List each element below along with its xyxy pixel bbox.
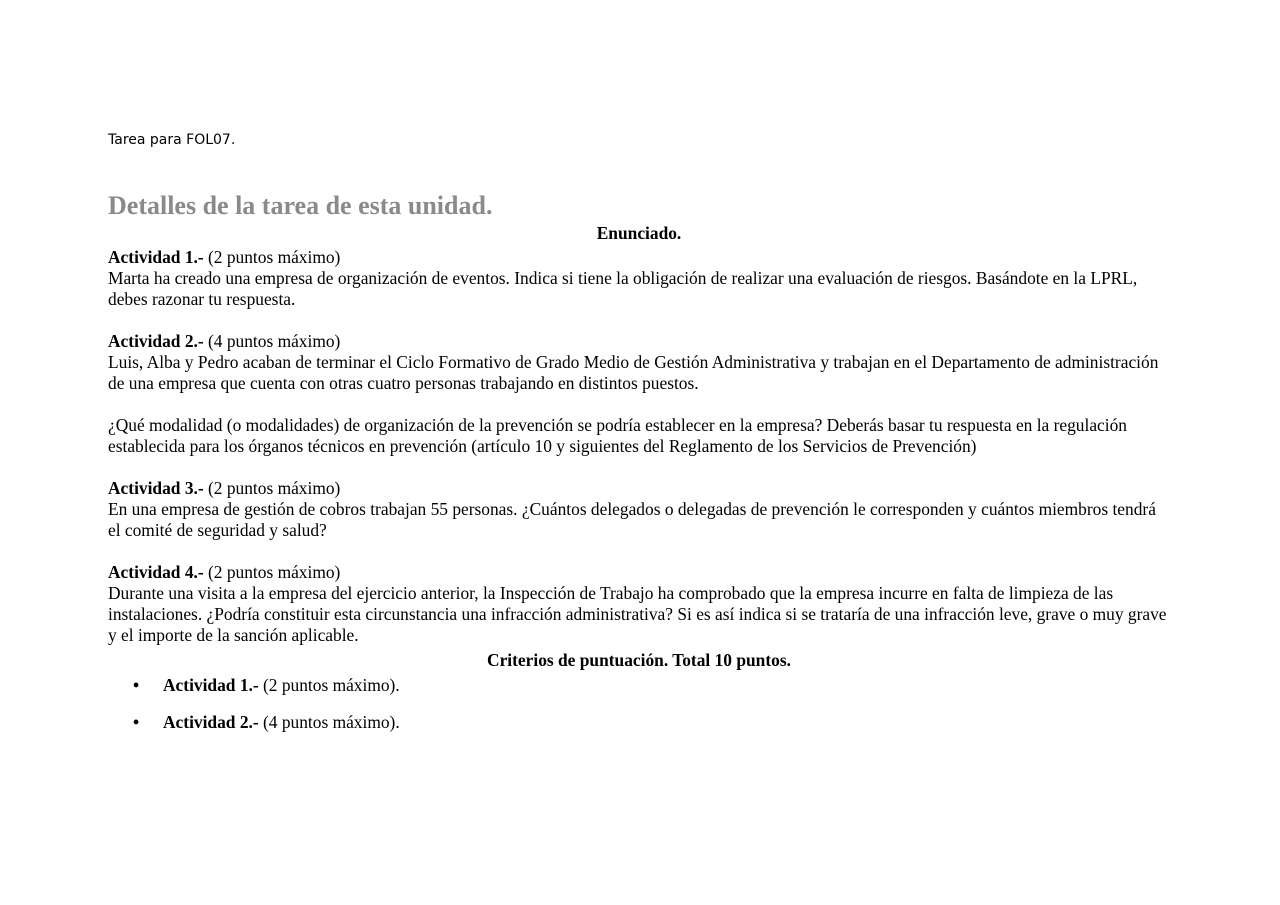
bullet-icon: • (133, 712, 140, 732)
document-title: Detalles de la tarea de esta unidad. (108, 191, 493, 220)
activity-2-text-1: Luis, Alba y Pedro acaban de terminar el Ciclo Formativo de Grado Medio de Gestión Administrativa y trabajan en el Departamento de administración de una empresa que cuenta con otras cuatro personas trabajando en distintos puestos. (108, 352, 1159, 393)
page-header: Tarea para FOL07. (108, 132, 236, 148)
activity-1-title (108, 247, 1170, 268)
activity-3-text: En una empresa de gestión de cobros trabajan 55 personas. ¿Cuántos delegados o delegadas de prevención le corresponden y cuántos miembros tendrá el comité de seguridad y salud? (108, 499, 1156, 540)
activity-2-label: Actividad 2.- (108, 331, 204, 351)
criterios-list (108, 673, 1170, 734)
criterio-2-points: (4 puntos máximo). (258, 712, 400, 732)
activity-2-text-2: ¿Qué modalidad (o modalidades) de organización de la prevención se podría establecer en la empresa? Deberás basar tu respuesta en la regulación establecida para los órganos técnicos en prevención (artículo 10 y siguientes del Reglamento de los Servicios de Prevención) (108, 415, 1127, 456)
enunciado-heading: Enunciado. (596, 223, 682, 243)
activity-4-title (108, 562, 1170, 583)
activity-1-label: Actividad 1.- (108, 247, 204, 267)
criterio-1-points: (2 puntos máximo). (258, 675, 400, 695)
activity-3-label: Actividad 3.- (108, 478, 204, 498)
activity-1-text: Marta ha creado una empresa de organización de eventos. Indica si tiene la obligación de realizar una evaluación de riesgos. Basándote en la LPRL, debes razonar tu respuesta. (108, 268, 1138, 309)
criterios-heading: Criterios de puntuación. Total 10 puntos. (487, 650, 791, 670)
activity-4-points: (2 puntos máximo) (203, 562, 341, 582)
activity-4-label: Actividad 4.- (108, 562, 204, 582)
activity-2-points: (4 puntos máximo) (203, 331, 341, 351)
activity-3-points: (2 puntos máximo) (203, 478, 341, 498)
criterio-1-label: Actividad 1.- (163, 675, 259, 695)
bullet-icon: • (133, 675, 140, 695)
criterio-2-label: Actividad 2.- (163, 712, 259, 732)
activity-4-text: Durante una visita a la empresa del ejercicio anterior, la Inspección de Trabajo ha comprobado que la empresa incurre en falta de limpieza de las instalaciones. ¿Podría constituir esta circunstancia una infracción administrativa? Si es así indica si se trataría de una infracción leve, grave o muy grave y el importe de la sanción aplicable. (108, 583, 1167, 645)
criterio-item-2 (108, 710, 1170, 734)
activity-3-title (108, 478, 1170, 499)
activity-2-title (108, 331, 1170, 352)
activity-1-points: (2 puntos máximo) (203, 247, 341, 267)
document-body (108, 190, 1170, 747)
criterio-item-1 (108, 673, 1170, 697)
